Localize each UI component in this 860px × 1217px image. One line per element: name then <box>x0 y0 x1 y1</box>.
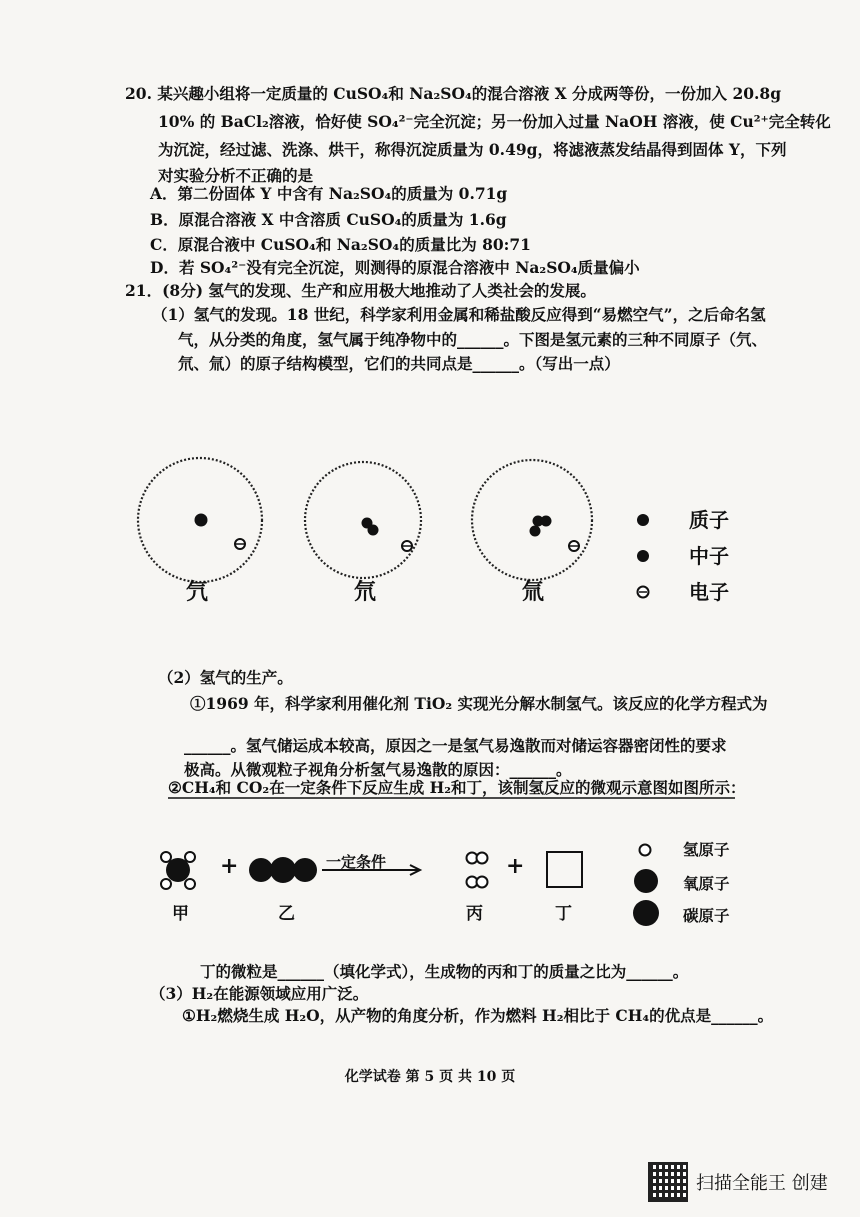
q21-p1-line1: （1）氢气的发现。18 世纪，科学家利用金属和稀盐酸反应得到“易燃空气”，之后命名氢 <box>152 305 766 324</box>
q20-option-a: A．第二份固体 Y 中含有 Na₂SO₄的质量为 0.71g <box>150 184 508 203</box>
hydrogen-molecules <box>467 853 488 888</box>
q21-p3-head: （3）H₂在能源领域应用广泛。 <box>150 984 369 1003</box>
co2-molecule <box>249 857 317 883</box>
scanner-watermark <box>648 1162 828 1202</box>
plus-sign-1: + <box>220 853 239 879</box>
q21-p3-line1: ①H₂燃烧生成 H₂O，从产物的角度分析，作为燃料 H₂相比于 CH₄的优点是______。 <box>182 1006 774 1025</box>
q20-option-b: B．原混合溶液 X 中含溶质 CuSO₄的质量为 1.6g <box>150 210 507 229</box>
unknown-product-box <box>547 852 582 887</box>
q20-line1: 20. 某兴趣小组将一定质量的 CuSO₄和 Na₂SO₄的混合溶液 X 分成两等份，一份加入 20.8g <box>125 84 782 103</box>
q21-head: 21．(8分) 氢气的发现、生产和应用极大地推动了人类社会的发展。 <box>125 281 596 300</box>
q21-p2-line3: 极高。从微观粒子视角分析氢气易逸散的原因：______。 <box>184 760 572 779</box>
legend-oxygen-atom: 氧原子 <box>683 874 730 893</box>
legend-hydrogen-atom: 氢原子 <box>683 840 730 859</box>
q20-line4: 对实验分析不正确的是 <box>158 166 314 185</box>
q21-p2-head: （2）氢气的生产。 <box>158 668 293 687</box>
legend-proton: 质子 <box>689 508 729 532</box>
qr-code-icon <box>648 1162 688 1202</box>
plus-sign-2: + <box>506 853 525 879</box>
page-footer: 化学试卷 第 5 页 共 10 页 <box>344 1069 516 1085</box>
q21-p1-line3: 氘、氚）的原子结构模型，它们的共同点是______。（写出一点） <box>178 354 620 373</box>
tritium-atom <box>472 460 592 580</box>
molecule-legend <box>633 845 659 927</box>
protium-atom <box>138 458 262 582</box>
deuterium-atom <box>305 462 421 578</box>
legend-carbon-atom: 碳原子 <box>683 906 730 925</box>
scanner-label: 扫描全能王 创建 <box>696 1173 828 1194</box>
atom-legend <box>637 514 649 598</box>
species-ding: 丁 <box>555 904 572 924</box>
proton-dot <box>195 514 208 527</box>
q20-option-c: C．原混合液中 CuSO₄和 Na₂SO₄的质量比为 80:71 <box>150 235 531 254</box>
species-yi: 乙 <box>278 904 295 924</box>
reaction-condition: 一定条件 <box>326 853 387 871</box>
q21-p1-line2: 气，从分类的角度，氢气属于纯净物中的______。下图是氢元素的三种不同原子（氕、 <box>178 330 768 349</box>
q20-option-d: D．若 SO₄²⁻没有完全沉淀，则测得的原混合溶液中 Na₂SO₄质量偏小 <box>150 258 640 277</box>
q21-p2-line5: 丁的微粒是______（填化学式），生成物的丙和丁的质量之比为______。 <box>200 962 689 981</box>
species-jia: 甲 <box>172 904 189 924</box>
q20-line3: 为沉淀，经过滤、洗涤、烘干，称得沉淀质量为 0.49g，将滤液蒸发结晶得到固体 Y，下列 <box>158 140 787 159</box>
atom-label-protium: 氕 <box>186 579 209 605</box>
methane-molecule <box>161 852 195 889</box>
legend-neutron: 中子 <box>689 544 729 568</box>
atom-label-tritium: 氚 <box>522 579 545 605</box>
legend-electron: 电子 <box>689 580 729 604</box>
q21-p2-line4: ②CH₄和 CO₂在一定条件下反应生成 H₂和丁，该制氢反应的微观示意图如图所示： <box>168 778 746 797</box>
q21-p2-line1: ①1969 年，科学家利用催化剂 TiO₂ 实现光分解水制氢气。该反应的化学方程式为 <box>190 694 768 713</box>
q21-p2-line2: ______。氢气储运成本较高，原因之一是氢气易逸散而对储运容器密闭性的要求 <box>184 736 727 755</box>
species-bing: 丙 <box>466 904 483 924</box>
q20-line2: 10% 的 BaCl₂溶液，恰好使 SO₄²⁻完全沉淀；另一份加入过量 NaOH 溶液，使 Cu²⁺完全转化 <box>158 112 831 131</box>
atom-label-deuterium: 氘 <box>354 579 377 605</box>
